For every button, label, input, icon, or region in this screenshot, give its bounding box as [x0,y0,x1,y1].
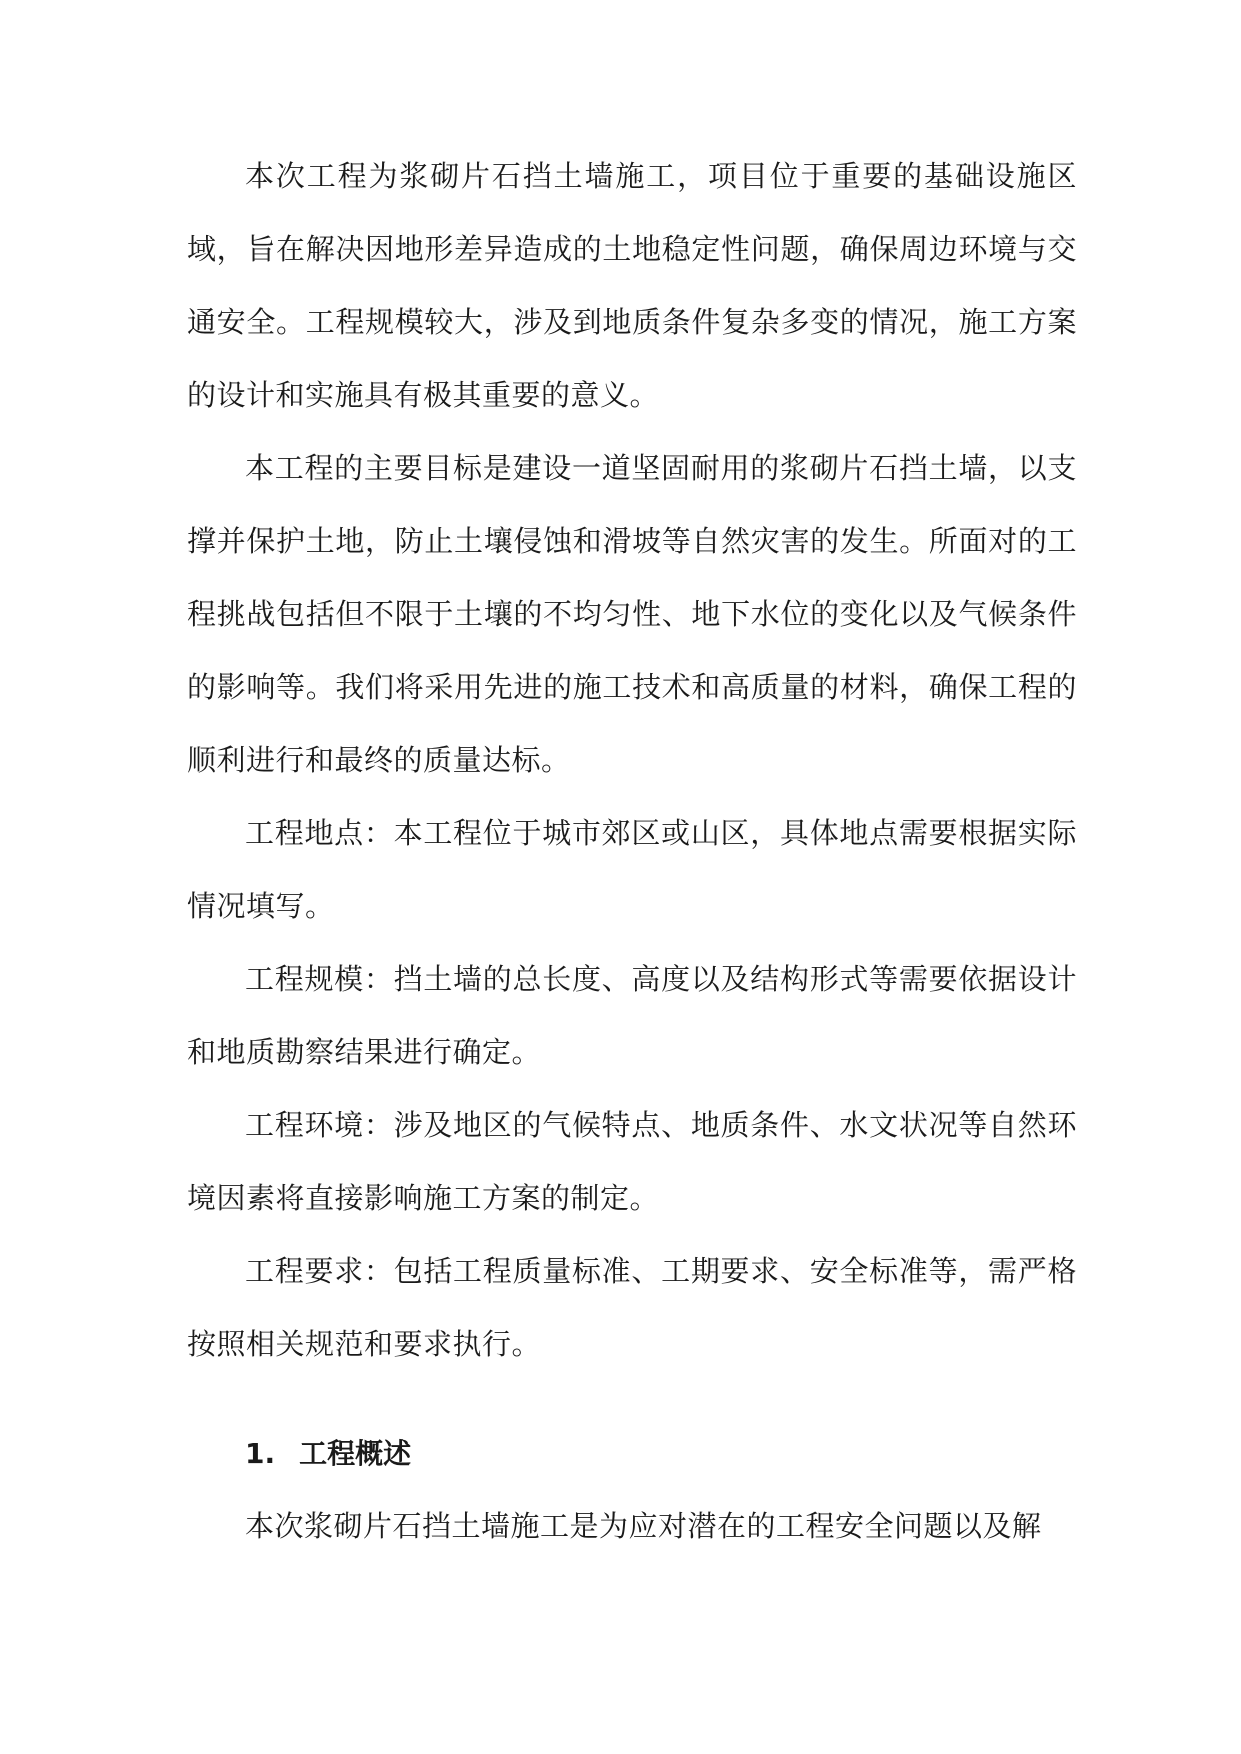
paragraph-project-location: 工程地点：本工程位于城市郊区或山区，具体地点需要根据实际情况填写。 [187,816,1077,923]
section-title: 工程概述 [299,1437,412,1470]
paragraph-project-scale: 工程规模：挡土墙的总长度、高度以及结构形式等需要依据设计和地质勘察结果进行确定。 [187,962,1077,1069]
paragraph-project-environment: 工程环境：涉及地区的气候特点、地质条件、水文状况等自然环境因素将直接影响施工方案的制定。 [187,1108,1077,1215]
section-number: 1. [245,1437,276,1470]
document-page [187,140,1077,1754]
paragraph-project-goal: 本工程的主要目标是建设一道坚固耐用的浆砌片石挡土墙，以支撑并保护土地，防止土壤侵蚀和滑坡等自然灾害的发生。所面对的工程挑战包括但不限于土壤的不均匀性、地下水位的变化以及气候条件的影响等。我们将采用先进的施工技术和高质量的材料，确保工程的顺利进行和最终的质量达标。 [187,451,1077,777]
paragraph-project-requirements: 工程要求：包括工程质量标准、工期要求、安全标准等，需严格按照相关规范和要求执行。 [187,1254,1077,1361]
section-heading [245,1417,1077,1490]
paragraph-project-intro: 本次工程为浆砌片石挡土墙施工，项目位于重要的基础设施区域，旨在解决因地形差异造成的土地稳定性问题，确保周边环境与交通安全。工程规模较大，涉及到地质条件复杂多变的情况，施工方案的设计和实施具有极其重要的意义。 [187,159,1077,412]
paragraph-overview: 本次浆砌片石挡土墙施工是为应对潜在的工程安全问题以及解 [245,1509,1042,1543]
